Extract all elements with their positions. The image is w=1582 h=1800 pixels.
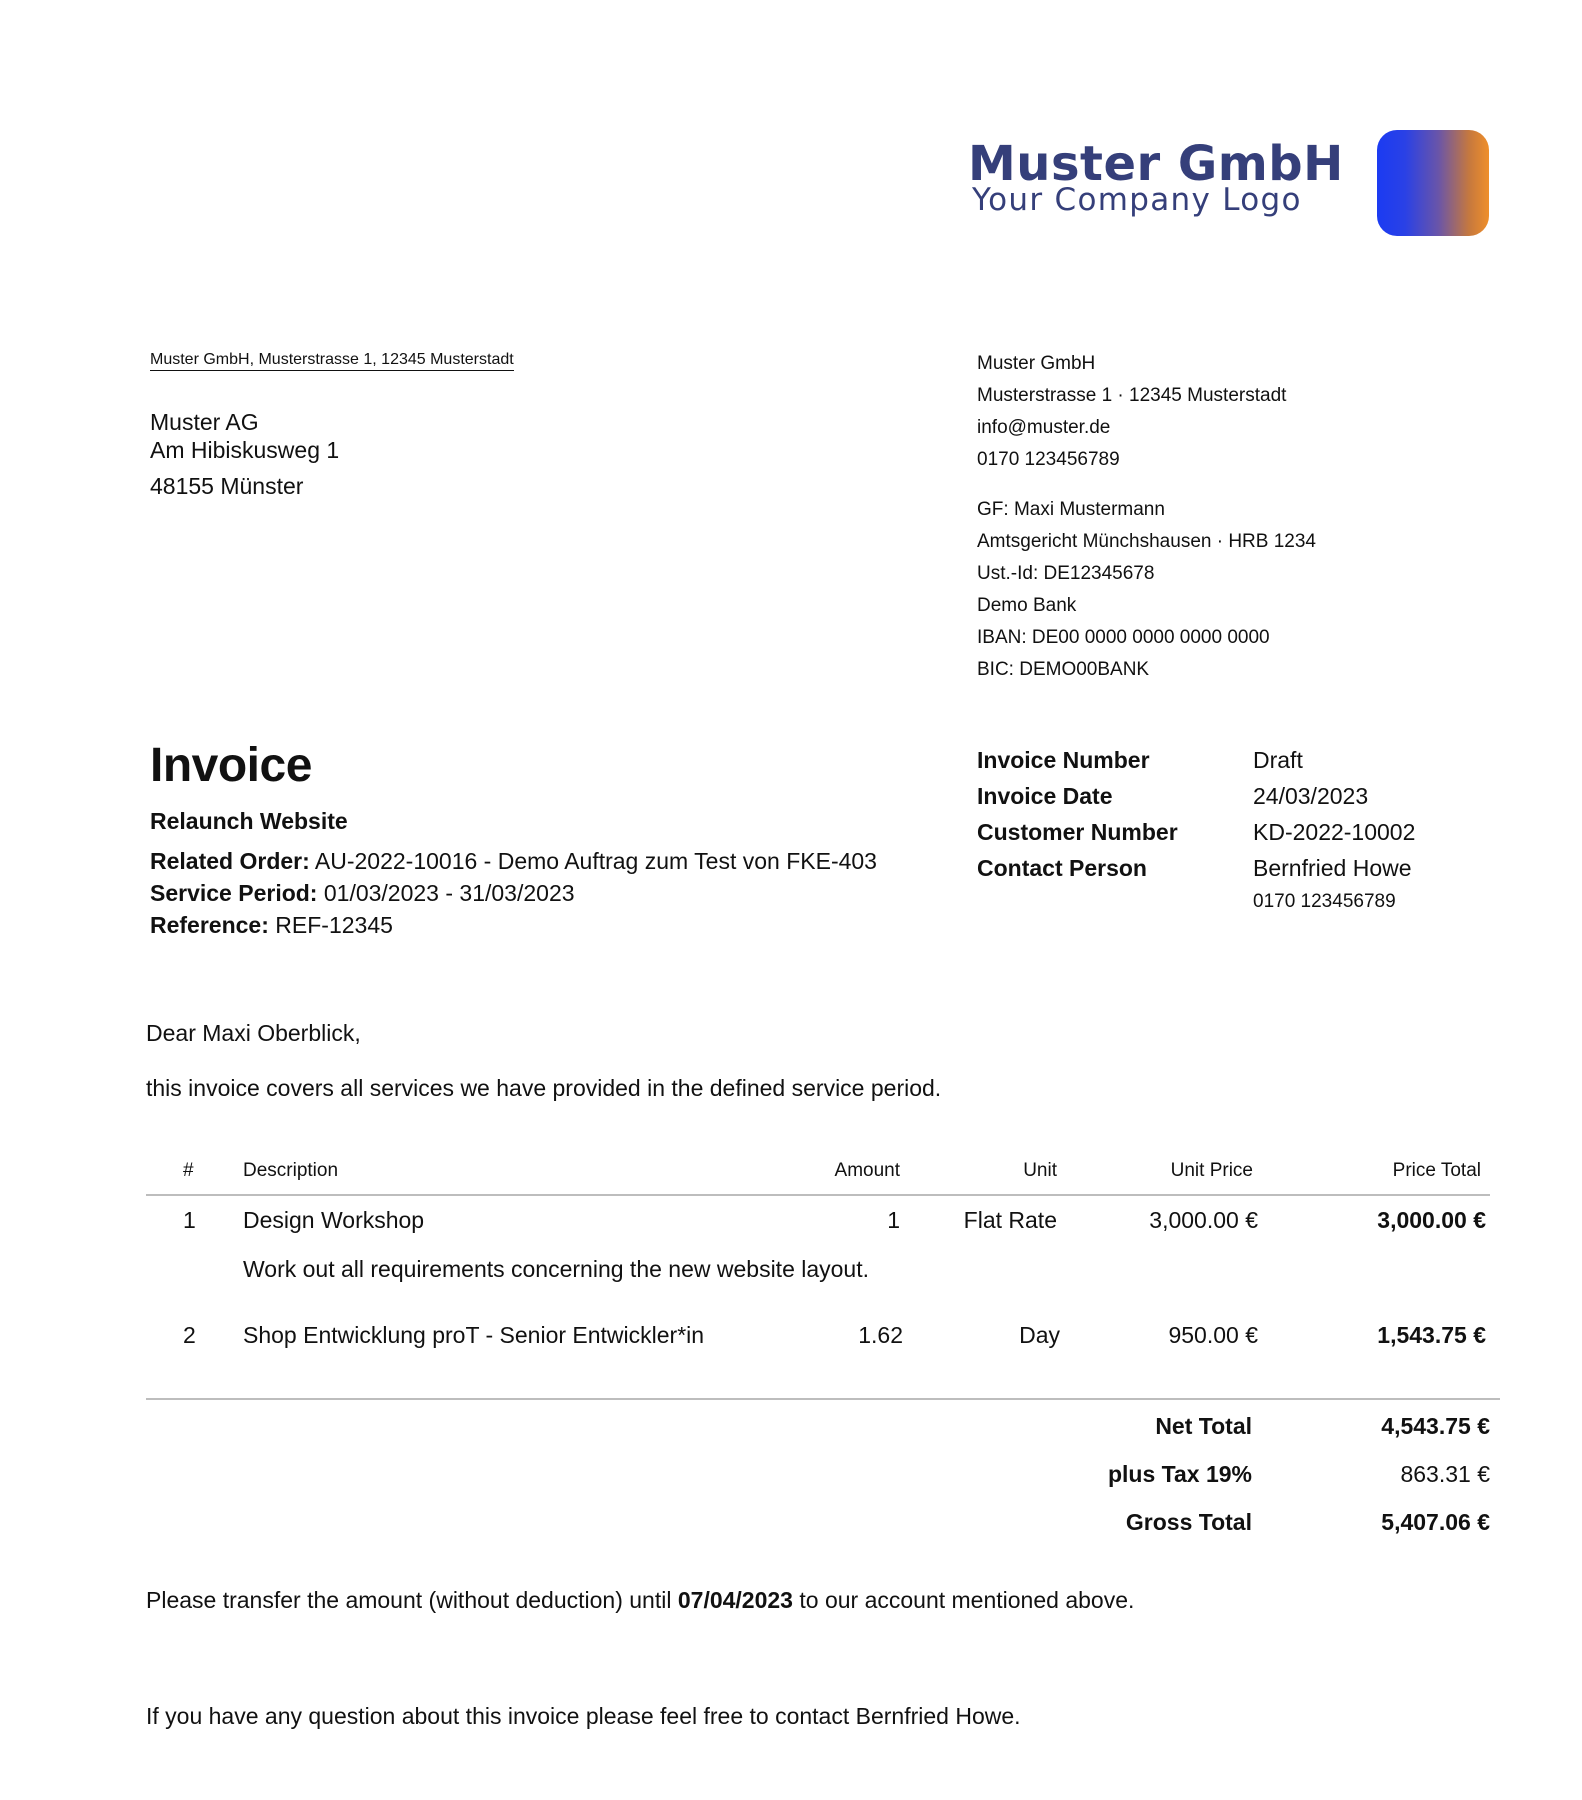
row-2-unit: Day xyxy=(1019,1322,1060,1348)
gross-total-value: 5,407.06 € xyxy=(1381,1509,1490,1535)
greeting: Dear Maxi Oberblick, xyxy=(146,1020,361,1046)
column-header-unit: Unit xyxy=(1023,1160,1057,1181)
recipient-street: Am Hibiskusweg 1 xyxy=(150,437,340,463)
row-1-unit: Flat Rate xyxy=(963,1207,1057,1233)
company-bic: BIC: DEMO00BANK xyxy=(977,659,1150,680)
contact-note: If you have any question about this invoice please feel free to contact Bernfried Howe. xyxy=(146,1703,1021,1729)
column-header-price-total: Price Total xyxy=(1392,1160,1481,1181)
company-register: Amtsgericht Münchshausen · HRB 1234 xyxy=(977,531,1316,552)
row-1-detail: Work out all requirements concerning the new website layout. xyxy=(243,1256,870,1282)
column-header-amount: Amount xyxy=(834,1160,900,1181)
invoice-title: Invoice xyxy=(150,739,312,792)
contact-person-label: Contact Person xyxy=(977,855,1147,881)
company-address: Musterstrasse 1 · 12345 Musterstadt xyxy=(977,385,1287,406)
customer-number-label: Customer Number xyxy=(977,819,1178,845)
company-logo-mark xyxy=(1377,130,1489,236)
sender-address-line: Muster GmbH, Musterstrasse 1, 12345 Musterstadt xyxy=(150,351,514,371)
row-2-price-total: 1,543.75 € xyxy=(1377,1322,1486,1348)
company-name: Muster GmbH xyxy=(977,353,1096,374)
company-ceo: GF: Maxi Mustermann xyxy=(977,499,1165,520)
invoice-number-value: Draft xyxy=(1253,747,1303,773)
company-bank: Demo Bank xyxy=(977,595,1077,616)
invoice-number-label: Invoice Number xyxy=(977,747,1150,773)
customer-number-value: KD-2022-10002 xyxy=(1253,819,1416,845)
related-order-value: AU-2022-10016 - Demo Auftrag zum Test von FKE-403 xyxy=(314,848,877,874)
row-1-description: Design Workshop xyxy=(243,1207,425,1233)
row-1-amount: 1 xyxy=(887,1207,900,1233)
tax-label: plus Tax 19% xyxy=(1107,1461,1252,1487)
payment-due-date: 07/04/2023 xyxy=(677,1587,793,1613)
invoice-date-value: 24/03/2023 xyxy=(1253,783,1369,809)
net-total-label: Net Total xyxy=(1155,1413,1252,1439)
company-vat-id: Ust.-Id: DE12345678 xyxy=(977,563,1155,584)
company-phone: 0170 123456789 xyxy=(977,449,1120,470)
recipient-address xyxy=(150,408,339,500)
column-header-num: # xyxy=(183,1160,194,1181)
contact-person-value: Bernfried Howe xyxy=(1253,855,1412,881)
row-2-description: Shop Entwicklung proT - Senior Entwickler*in xyxy=(243,1322,705,1348)
row-1-unit-price: 3,000.00 € xyxy=(1149,1207,1258,1233)
recipient-name: Muster AG xyxy=(150,409,259,435)
company-info-gap xyxy=(977,476,1316,494)
row-2-amount: 1.62 xyxy=(858,1322,903,1348)
company-logo-name: Muster GmbH xyxy=(968,136,1344,192)
column-header-unit-price: Unit Price xyxy=(1170,1160,1253,1181)
reference-label: Reference: xyxy=(150,912,269,938)
related-order xyxy=(150,845,877,877)
invoice-subtitle: Relaunch Website xyxy=(150,808,348,834)
row-2-unit-price: 950.00 € xyxy=(1168,1322,1258,1348)
reference xyxy=(150,909,877,941)
net-total-value: 4,543.75 € xyxy=(1381,1413,1490,1439)
payment-prefix: Please transfer the amount (without deduction) until xyxy=(146,1587,678,1613)
gross-total-label: Gross Total xyxy=(1125,1509,1252,1535)
table-header-divider xyxy=(146,1194,1490,1196)
company-info xyxy=(977,348,1316,686)
service-period xyxy=(150,877,877,909)
row-1-num: 1 xyxy=(183,1207,196,1233)
related-order-label: Related Order: xyxy=(150,848,310,874)
payment-suffix: to our account mentioned above. xyxy=(792,1587,1135,1613)
column-header-description: Description xyxy=(243,1160,339,1181)
service-period-value: 01/03/2023 - 31/03/2023 xyxy=(323,880,575,906)
invoice-date-label: Invoice Date xyxy=(977,783,1113,809)
reference-value: REF-12345 xyxy=(275,912,393,938)
row-1-price-total: 3,000.00 € xyxy=(1377,1207,1486,1233)
company-email: info@muster.de xyxy=(977,417,1111,438)
payment-instructions xyxy=(146,1587,1134,1614)
service-period-label: Service Period: xyxy=(150,880,318,906)
contact-person-phone: 0170 123456789 xyxy=(1253,891,1396,912)
row-2-num: 2 xyxy=(183,1322,196,1348)
table-footer-divider xyxy=(146,1398,1500,1400)
intro-text: this invoice covers all services we have provided in the defined service period. xyxy=(146,1075,942,1101)
tax-value: 863.31 € xyxy=(1400,1461,1490,1487)
company-logo-tagline: Your Company Logo xyxy=(972,182,1302,218)
company-iban: IBAN: DE00 0000 0000 0000 0000 xyxy=(977,627,1270,648)
invoice-meta xyxy=(150,845,877,941)
recipient-city: 48155 Münster xyxy=(150,473,304,499)
